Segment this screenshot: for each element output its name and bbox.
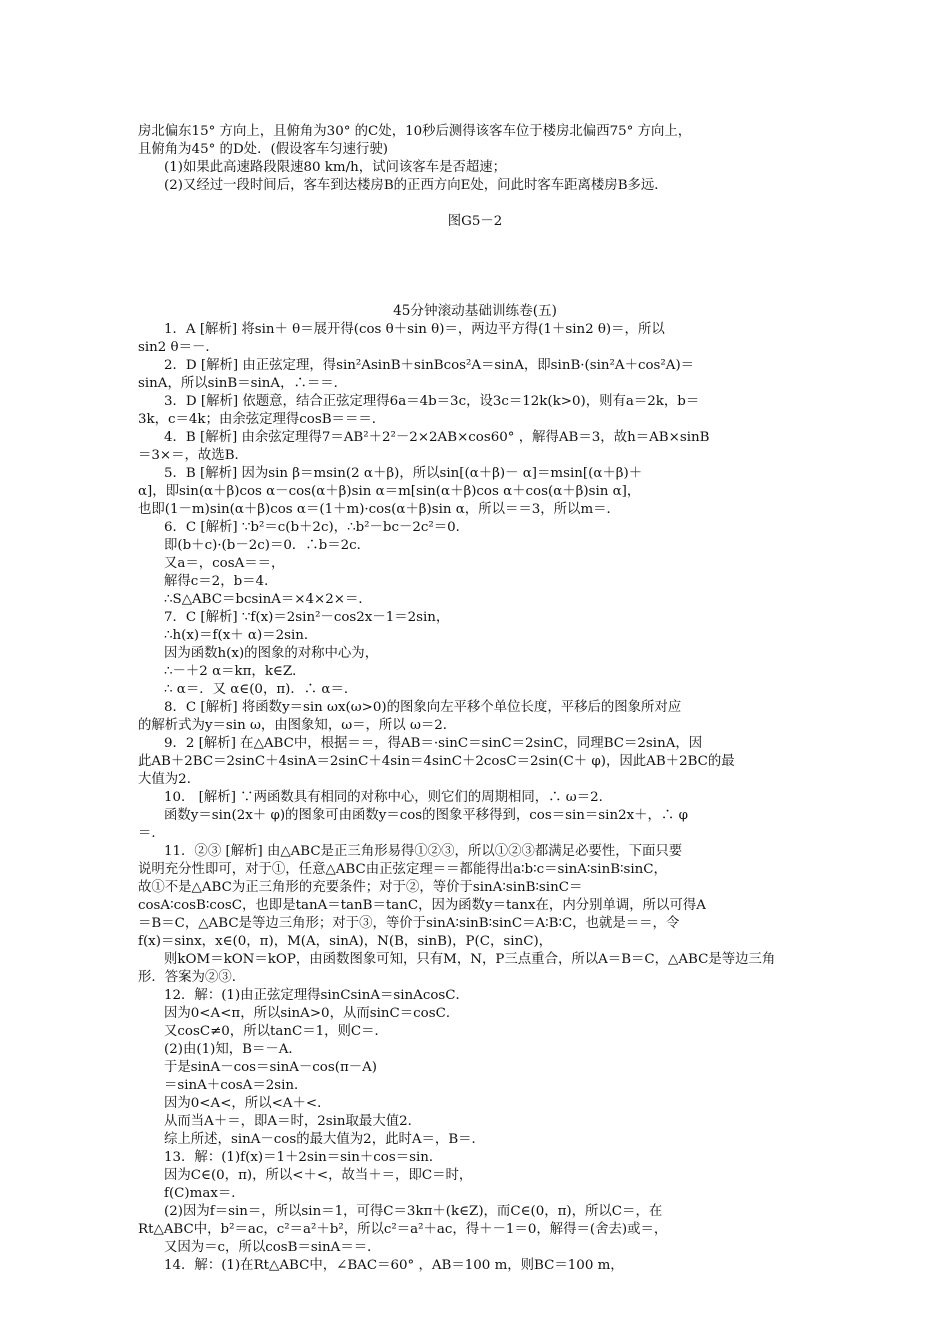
problem-line: (2)又经过一段时间后，客车到达楼房B的正西方向E处，问此时客车距离楼房B多远．	[164, 178, 668, 193]
answer-line: ∴h(x)＝f(x＋ α)＝2sin．	[164, 628, 318, 643]
answer-line: ∴ α＝．又 α∈(0，π)．∴ α＝．	[164, 682, 358, 697]
answer-line: ∴－＋2 α＝kπ，k∈Z．	[164, 664, 306, 679]
answer-line: 13．解：(1)f(x)＝1＋2sin＝sin＋cos＝sin．	[164, 1150, 443, 1165]
answer-line: 10． [解析] ∵两函数具有相同的对称中心，则它们的周期相同，∴ ω＝2．	[164, 790, 613, 805]
answer-line: ＝B＝C，△ABC是等边三角形；对于③，等价于sinA∶sinB∶sinC＝A∶B∶C，也就是＝＝，令	[138, 916, 680, 931]
answer-line: 综上所述，sinA－cos的最大值为2，此时A＝，B＝．	[164, 1132, 485, 1147]
problem-line: 房北偏东15° 方向上，且俯角为30° 的C处，10秒后测得该客车位于楼房北偏西75° 方向上，	[138, 124, 692, 139]
answer-line: ＝3×＝，故选B．	[138, 448, 248, 463]
answer-line: sin2 θ＝－．	[138, 340, 219, 355]
answer-line: 故①不是△ABC为正三角形的充要条件；对于②，等价于sinA∶sinB∶sinC＝	[138, 880, 583, 895]
section-heading: 45分钟滚动基础训练卷(五)	[393, 303, 557, 319]
answer-line: 9．2 [解析] 在△ABC中，根据＝＝，得AB＝·sinC＝sinC＝2sinC，同理BC＝2sinA，因	[164, 736, 703, 751]
answer-line: (2)由(1)知，B＝－A．	[164, 1042, 302, 1057]
answer-line: f(x)＝sinx，x∈(0，π)，M(A，sinA)，N(B，sinB)，P(C，sinC)，	[138, 934, 553, 949]
answer-line: 即(b＋c)·(b－2c)＝0．∴b＝2c．	[164, 538, 371, 553]
answer-line: 函数y＝sin(2x＋ φ)的图象可由函数y＝cos的图象平移得到，cos＝sin＝sin2x＋，∴ φ	[164, 808, 688, 823]
answer-line: ＝．	[138, 826, 165, 841]
answer-line: 也即(1－m)sin(α＋β)cos α＝(1＋m)·cos(α＋β)sin α，所以＝＝3，所以m＝．	[138, 502, 620, 517]
figure-caption: 图G5－2	[447, 214, 503, 229]
answer-line: 14．解：(1)在Rt△ABC中，∠BAC＝60° ，AB＝100 m，则BC＝100 m，	[164, 1258, 624, 1273]
problem-line: (1)如果此高速路段限速80 km/h，试问该客车是否超速；	[164, 160, 507, 175]
answer-line: 因为0<A<，所以<A＋<．	[164, 1096, 331, 1111]
answer-line: 大值为2．	[138, 772, 201, 787]
answer-line: 的解析式为y＝sin ω，由图象知，ω＝，所以 ω＝2．	[138, 718, 457, 733]
answer-line: 11．②③ [解析] 由△ABC是正三角形易得①②③，所以①②③都满足必要性，下面只要	[164, 844, 683, 859]
answer-line: 因为函数h(x)的图象的对称中心为，	[164, 646, 379, 661]
answer-line: 于是sinA－cos＝sinA－cos(π－A)	[164, 1060, 378, 1075]
answer-line: 3k，c＝4k；由余弦定理得cosB＝＝＝．	[138, 412, 386, 427]
answer-line: ＝sinA＋cosA＝2sin．	[164, 1078, 308, 1093]
answer-line: f(C)max＝．	[164, 1186, 245, 1201]
answer-line: ∴S△ABC＝bcsinA＝×4×2×＝．	[164, 592, 372, 607]
answer-line: 12．解：(1)由正弦定理得sinCsinA＝sinAcosC．	[164, 988, 469, 1003]
answer-line: 又a＝，cosA＝＝，	[164, 556, 285, 571]
answer-line: 又因为＝c，所以cosB＝sinA＝＝．	[164, 1240, 381, 1255]
answer-line: 1．A [解析] 将sin＋ θ＝展开得(cos θ＋sin θ)＝，两边平方得(1＋sin2 θ)＝，所以	[164, 322, 665, 337]
answer-line: (2)因为f＝sin＝，所以sin＝1，可得C＝3kπ＋(k∈Z)，而C∈(0，π)，所以C＝，在	[164, 1204, 663, 1219]
answer-line: 因为0<A<π，所以sinA>0，从而sinC＝cosC．	[164, 1006, 460, 1021]
answer-line: 3．D [解析] 依题意，结合正弦定理得6a＝4b＝3c，设3c＝12k(k>0)，则有a＝2k，b＝	[164, 394, 700, 409]
answer-line: 4．B [解析] 由余弦定理得7＝AB²＋2²－2×2AB×cos60° ，解得AB＝3，故h＝AB×sinB	[164, 430, 710, 445]
answer-line: 2．D [解析] 由正弦定理，得sin²AsinB＋sinBcos²A＝sinA，即sinB·(sin²A＋cos²A)＝	[164, 358, 695, 373]
problem-line: 且俯角为45° 的D处．(假设客车匀速行驶)	[138, 142, 389, 157]
answer-line: 说明充分性即可，对于①，任意△ABC由正弦定理＝＝都能得出a∶b∶c＝sinA∶sinB∶sinC，	[138, 862, 667, 877]
answer-line: 解得c＝2，b＝4．	[164, 574, 278, 589]
answer-line: 6．C [解析] ∵b²＝c(b＋2c)，∴b²－bc－2c²＝0．	[164, 520, 470, 535]
answer-line: 从而当A＋＝，即A＝时，2sin取最大值2．	[164, 1114, 422, 1129]
answer-line: 又cosC≠0，所以tanC＝1，则C＝．	[164, 1024, 388, 1039]
answer-line: Rt△ABC中，b²＝ac，c²＝a²＋b²，所以c²＝a²＋ac，得＋－1＝0，解得＝(舍去)或＝，	[138, 1222, 668, 1237]
answer-line: 7．C [解析] ∵f(x)＝2sin²－cos2x－1＝2sin，	[164, 610, 450, 625]
answer-line: 则kOM＝kON＝kOP，由函数图象可知，只有M，N，P三点重合，所以A＝B＝C，△ABC是等边三角	[164, 952, 776, 967]
answer-line: α]，即sin(α＋β)cos α－cos(α＋β)sin α＝m[sin(α＋β)cos α＋cos(α＋β)sin α]，	[138, 484, 641, 499]
answer-line: 因为C∈(0，π)，所以<＋<，故当＋＝，即C＝时，	[164, 1168, 473, 1183]
answer-line: sinA，所以sinB＝sinA，∴＝＝．	[138, 376, 348, 391]
answer-line: 8．C [解析] 将函数y＝sin ωx(ω>0)的图象向左平移个单位长度，平移后的图象所对应	[164, 700, 682, 715]
answer-line: 5．B [解析] 因为sin β＝msin(2 α＋β)，所以sin[(α＋β)－ α]＝msin[(α＋β)＋	[164, 466, 643, 481]
answer-line: cosA∶cosB∶cosC，也即是tanA＝tanB＝tanC，因为函数y＝tanx在，内分别单调，所以可得A	[138, 898, 706, 913]
answer-line: 此AB＋2BC＝2sinC＋4sinA＝2sinC＋4sin＝4sinC＋2cosC＝2sin(C＋ φ)，因此AB＋2BC的最	[138, 754, 735, 769]
answer-line: 形．答案为②③．	[138, 970, 246, 985]
